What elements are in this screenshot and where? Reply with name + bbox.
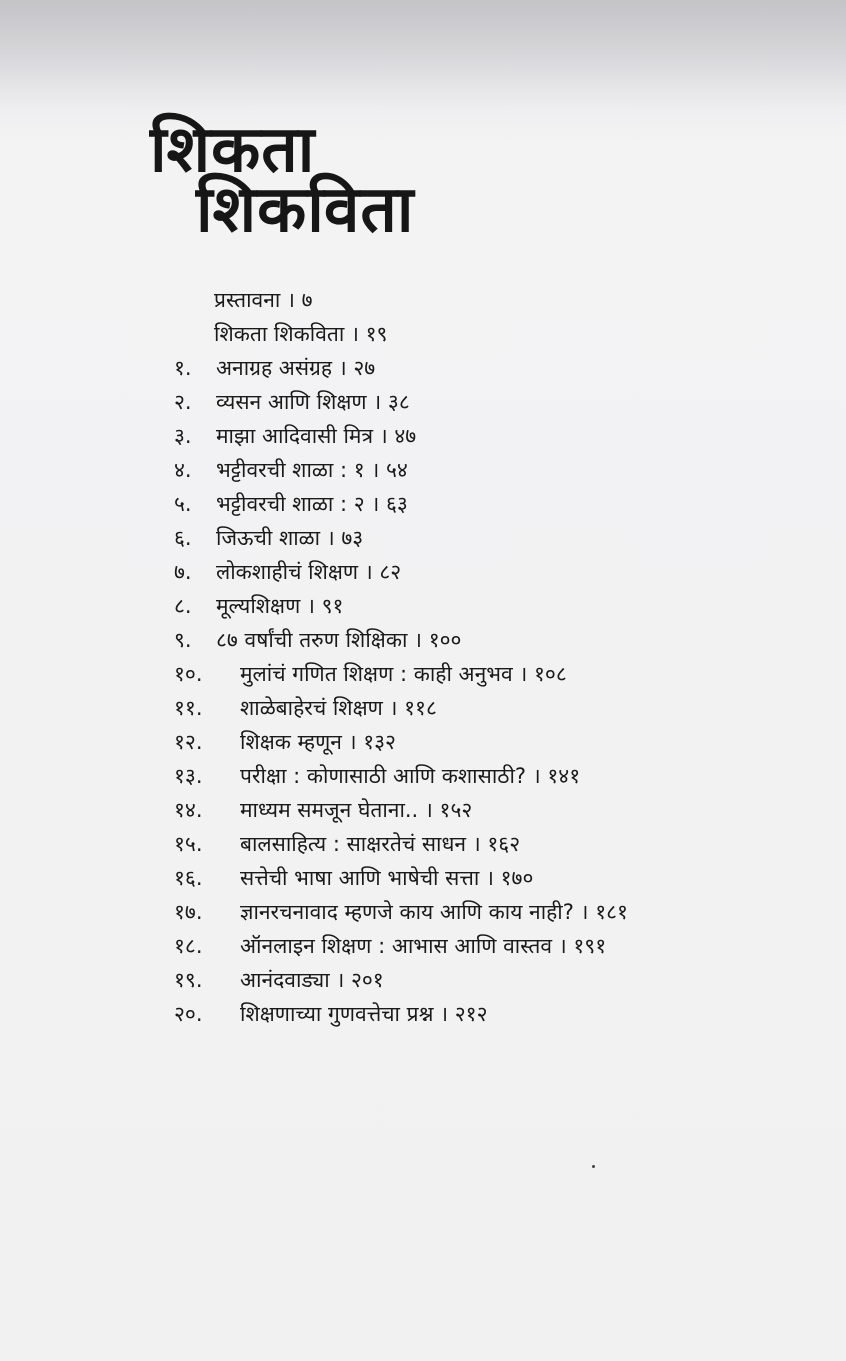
toc-entry-text: ज्ञानरचनावाद म्हणजे काय आणि काय नाही? । १८१ [240, 900, 628, 924]
toc-entry-text: बालसाहित्य : साक्षरतेचं साधन । १६२ [240, 832, 521, 856]
toc-number: ७. [174, 560, 192, 584]
toc-number: १३. [174, 764, 203, 788]
toc-item-15 [174, 827, 814, 861]
toc-entry-text: माध्यम समजून घेताना.. । १५२ [240, 798, 473, 822]
toc-item-introduction [174, 317, 814, 351]
toc-entry-text: शिक्षक म्हणून । १३२ [240, 730, 396, 754]
toc-entry-text: आनंदवाड्या । २०१ [240, 968, 384, 992]
toc-item-4 [174, 453, 814, 487]
toc-entry-text: मुलांचं गणित शिक्षण : काही अनुभव । १०८ [240, 662, 567, 686]
toc-item-14 [174, 793, 814, 827]
toc-item-11 [174, 691, 814, 725]
table-of-contents [174, 283, 814, 1031]
toc-item-2 [174, 385, 814, 419]
scan-shadow [0, 0, 846, 110]
toc-entry-text: भट्टीवरची शाळा : १ । ५४ [216, 458, 408, 482]
toc-entry-text: ८७ वर्षांची तरुण शिक्षिका । १०० [216, 628, 462, 652]
toc-item-13 [174, 759, 814, 793]
toc-item-5 [174, 487, 814, 521]
toc-item-10 [174, 657, 814, 691]
toc-entry-text: शिक्षणाच्या गुणवत्तेचा प्रश्न । २१२ [240, 1002, 488, 1026]
toc-number: ३. [174, 424, 192, 448]
toc-number: ८. [174, 594, 192, 618]
toc-entry-text: जिऊची शाळा । ७३ [216, 526, 364, 550]
toc-entry-text: शिकता शिकविता । १९ [214, 322, 388, 346]
toc-item-6 [174, 521, 814, 555]
toc-entry-text: भट्टीवरची शाळा : २ । ६३ [216, 492, 408, 516]
toc-item-8 [174, 589, 814, 623]
toc-entry-text: अनाग्रह असंग्रह । २७ [216, 356, 376, 380]
toc-number: १. [174, 356, 192, 380]
ink-dot [592, 1165, 595, 1168]
toc-number: २. [174, 390, 192, 414]
toc-number: १७. [174, 900, 203, 924]
toc-item-16 [174, 861, 814, 895]
toc-entry-text: शाळेबाहेरचं शिक्षण । ११८ [240, 696, 437, 720]
toc-item-19 [174, 963, 814, 997]
toc-entry-text: सत्तेची भाषा आणि भाषेची सत्ता । १७० [240, 866, 534, 890]
toc-item-7 [174, 555, 814, 589]
toc-entry-text: प्रस्तावना । ७ [214, 288, 313, 312]
toc-number: १८. [174, 934, 203, 958]
title-line-2: शिकविता [196, 173, 415, 247]
toc-item-18 [174, 929, 814, 963]
toc-number: ६. [174, 526, 192, 550]
toc-number: १६. [174, 866, 203, 890]
toc-item-9 [174, 623, 814, 657]
toc-entry-text: परीक्षा : कोणासाठी आणि कशासाठी? । १४१ [240, 764, 581, 788]
toc-number: १२. [174, 730, 203, 754]
toc-number: ५. [174, 492, 192, 516]
toc-number: १४. [174, 798, 203, 822]
toc-entry-text: व्यसन आणि शिक्षण । ३८ [216, 390, 410, 414]
toc-number: ९. [174, 628, 192, 652]
toc-entry-text: ऑनलाइन शिक्षण : आभास आणि वास्तव । १९१ [240, 934, 607, 958]
toc-item-17 [174, 895, 814, 929]
toc-number: ११. [174, 696, 203, 720]
toc-entry-text: लोकशाहीचं शिक्षण । ८२ [216, 560, 402, 584]
toc-item-1 [174, 351, 814, 385]
toc-item-20 [174, 997, 814, 1031]
toc-number: १५. [174, 832, 203, 856]
toc-number: १९. [174, 968, 203, 992]
toc-item-preface [174, 283, 814, 317]
title-line-1: शिकता [150, 113, 316, 187]
toc-number: २०. [174, 1002, 203, 1026]
toc-item-3 [174, 419, 814, 453]
toc-entry-text: मूल्यशिक्षण । ९१ [216, 594, 344, 618]
toc-number: १०. [174, 662, 203, 686]
book-title [150, 113, 480, 247]
toc-entry-text: माझा आदिवासी मित्र । ४७ [216, 424, 417, 448]
toc-item-12 [174, 725, 814, 759]
toc-number: ४. [174, 458, 192, 482]
